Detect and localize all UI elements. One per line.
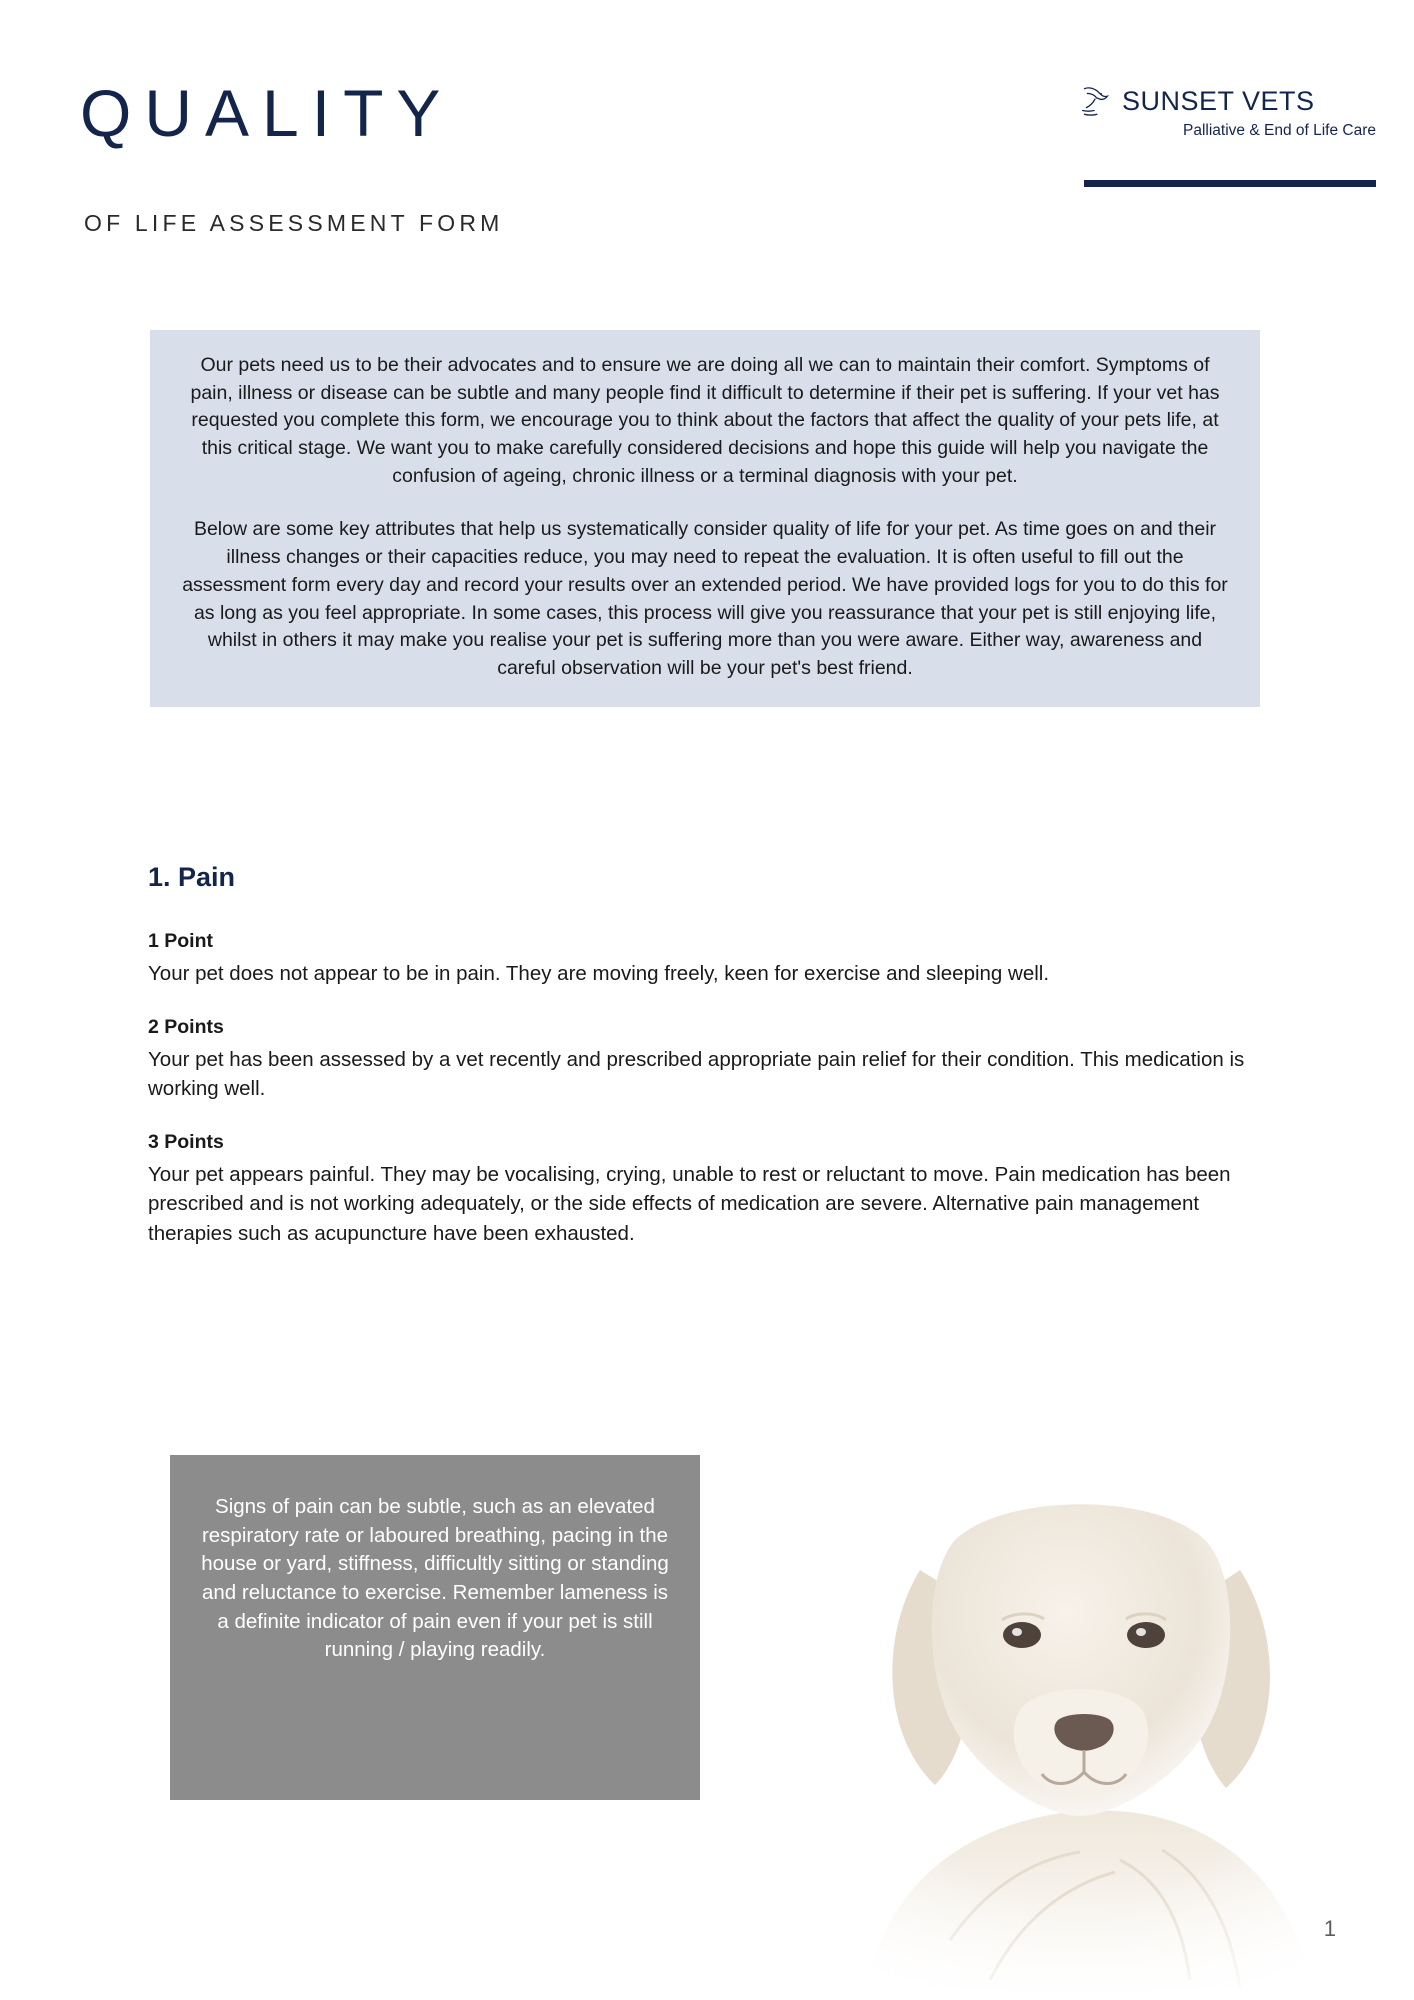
- intro-paragraph-1: Our pets need us to be their advocates and to ensure we are doing all we can to maintain their comfort. Symptoms of pain, illness or disease can be subtle and many people find it difficult to determine if their pet is suffering. If your vet has requested you complete this form, we encourage you to think about the factors that affect the quality of your pets life, at this critical stage. We want you to make carefully considered decisions and hope this guide will help you navigate the confusion of ageing, chronic illness or a terminal diagnosis with your pet.: [190, 354, 1220, 487]
- intro-paragraph-2: Below are some key attributes that help us systematically consider quality of life for your pet. As time goes on and their illness changes or their capacities reduce, you may need to repeat the evaluation. It is often useful to fill out the assessment form every day and record your results over an extended period. We have provided logs for you to do this for as long as you feel appropriate. In some cases, this process will give you reassurance that your pet is still enjoying life, whilst in others it may make you realise your pet is suffering more than you were aware. Either way, awareness and careful observation will be your pet's best friend.: [182, 518, 1228, 679]
- brand-logo: [1076, 82, 1376, 140]
- pain-tip-panel: [170, 1455, 700, 1800]
- scale-description: Your pet appears painful. They may be vocalising, crying, unable to rest or reluctant to move. Pain medication has been prescribed and is not working adequately, or the side effects of medication are severe. Alternative pain management therapies such as acupuncture have been exhausted.: [148, 1163, 1231, 1245]
- list-item: [148, 930, 1258, 988]
- introduction-panel: [150, 330, 1260, 707]
- scale-points-label: 3 Points: [148, 1131, 224, 1154]
- scale-description: Your pet has been assessed by a vet recently and prescribed appropriate pain relief for their condition. This medication is working well.: [148, 1048, 1245, 1101]
- document-header: [0, 60, 1414, 250]
- brand-name: SUNSET VETS: [1122, 85, 1315, 116]
- page-title: QUALITY: [80, 76, 454, 150]
- pain-tip-text: Signs of pain can be subtle, such as an elevated respiratory rate or laboured breathing, pacing in the house or yard, stiffness, difficultly sitting or standing and reluctance to exercise. Remember lameness is a definite indicator of pain even if your pet is still running / playing readily.: [201, 1495, 669, 1662]
- pain-scale-list: [148, 930, 1258, 1276]
- list-item: [148, 1016, 1258, 1103]
- page-subtitle: OF LIFE ASSESSMENT FORM: [84, 210, 504, 236]
- scale-points-label: 2 Points: [148, 1016, 224, 1039]
- scale-points-label: 1 Point: [148, 930, 214, 952]
- bird-sunset-icon: [1076, 82, 1114, 120]
- brand-divider: [1084, 180, 1376, 187]
- brand-tagline: Palliative & End of Life Care: [1183, 122, 1376, 139]
- section-heading-pain: 1. Pain: [148, 862, 236, 892]
- page-number: 1: [1323, 1916, 1336, 1941]
- scale-description: Your pet does not appear to be in pain. They are moving freely, keen for exercise and sleeping well.: [148, 962, 1050, 985]
- list-item: [148, 1131, 1258, 1247]
- golden-retriever-dog-photo: [770, 1420, 1390, 2000]
